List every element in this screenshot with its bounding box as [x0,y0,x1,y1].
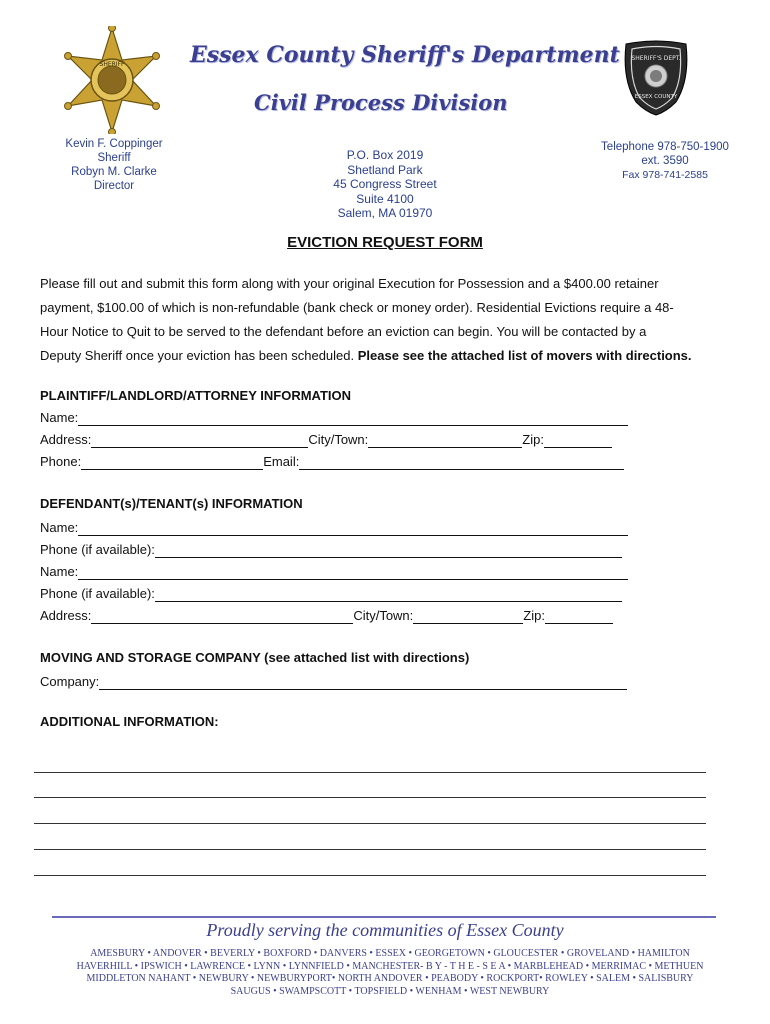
defendant-phone-row [40,540,622,558]
additional-info-line[interactable] [34,797,706,798]
moving-heading: MOVING AND STORAGE COMPANY (see attached list with directions) [40,650,470,665]
additional-info-line[interactable] [34,772,706,773]
fax: Fax 978-741-2585 [622,169,708,181]
company-row [40,672,627,690]
sheriff-name: Kevin F. Coppinger [65,138,163,150]
address-line: P.O. Box 2019 [346,148,424,162]
additional-info-line[interactable] [34,849,706,850]
movers-note: Please see the attached list of movers with directions. [357,348,692,363]
additional-info-line[interactable] [34,875,706,876]
field-label: City/Town: [353,608,414,623]
additional-info-line[interactable] [34,823,706,824]
plaintiff-email-field[interactable] [299,454,624,470]
plaintiff-phone-field[interactable] [81,454,263,470]
defendant-name2-field[interactable] [78,564,628,580]
footer-divider [52,916,716,918]
field-label: Name: [40,564,79,579]
plaintiff-heading: PLAINTIFF/LANDLORD/ATTORNEY INFORMATION [40,388,352,403]
sheriff-star-logo [62,26,162,134]
field-label: Zip: [523,608,545,623]
address-line: Shetland Park [347,162,423,177]
instructions-line: Hour Notice to Quit to be served to the defendant before an eviction can begin. You will be contacted by a [40,324,647,339]
plaintiff-name-row [40,408,628,426]
instructions-line: Please fill out and submit this form along with your original Execution for Possession and a $400.00 retainer [40,276,659,291]
footer-towns [60,948,720,998]
defendant-city-field[interactable] [413,608,523,624]
mailing-address [310,148,460,221]
address-line: Suite 4100 [356,191,414,206]
field-label: Address: [40,432,92,447]
plaintiff-address-row [40,430,612,448]
footer-slogan: Proudly serving the communities of Essex County [206,920,564,940]
address-line: Salem, MA 01970 [337,206,433,220]
defendant-name-field[interactable] [78,520,628,536]
towns-line: SAUGUS • SWAMPSCOTT • TOPSFIELD • WENHAM • WEST NEWBURY [230,985,550,997]
director-title: Director [93,180,135,192]
defendant-zip-field[interactable] [545,608,613,624]
instructions-line: payment, $100.00 of which is non-refundable (bank check or money order). Residential Evictions require a 48- [40,300,674,315]
field-label: Email: [263,454,300,469]
field-label: Phone: [40,454,82,469]
towns-line: HAVERHILL • IPSWICH • LAWRENCE • LYNN • LYNNFIELD • MANCHESTER- B Y - T H E - S E A • MARBLEHEAD • MERRIMAC • METHUEN [76,960,704,972]
defendant-address-row [40,606,613,624]
towns-line: AMESBURY • ANDOVER • BEVERLY • BOXFORD • DANVERS • ESSEX • GEORGETOWN • GLOUCESTER • GROVELAND • HAMILTON [90,948,690,959]
sheriff-badge-logo [620,40,692,116]
plaintiff-zip-field[interactable] [544,432,612,448]
plaintiff-address-field[interactable] [91,432,308,448]
field-label: Phone (if available): [40,586,155,601]
department-title: Essex County Sheriff's Department [190,42,620,68]
field-label: Address: [40,608,92,623]
company-field[interactable] [99,674,627,690]
defendant-phone2-row [40,584,622,602]
staff-block [58,137,170,193]
field-label: Company: [40,674,100,689]
sheriff-title: Sheriff [97,152,131,164]
plaintiff-phone-row [40,452,624,470]
instructions-line: Deputy Sheriff once your eviction has been scheduled. Please see the attached list of movers with directions. [40,348,692,363]
division-title: Civil Process Division [254,90,508,115]
field-label: Name: [40,410,79,425]
director-name: Robyn M. Clarke [71,166,157,178]
defendant-address-field[interactable] [91,608,353,624]
address-line: 45 Congress Street [333,177,437,191]
field-label: Zip: [522,432,544,447]
towns-line: MIDDLETON NAHANT • NEWBURY • NEWBURYPORT• NORTH ANDOVER • PEABODY • ROCKPORT• ROWLEY • SALEM • SALISBURY [86,973,694,984]
defendant-phone2-field[interactable] [155,586,622,602]
contact-block [590,140,740,182]
defendant-phone-field[interactable] [155,542,622,558]
badge-text-top: SHERIFF'S DEPT. [631,55,681,62]
defendant-heading: DEFENDANT(s)/TENANT(s) INFORMATION [40,496,303,511]
form-title: EVICTION REQUEST FORM [287,234,483,251]
telephone-ext: ext. 3590 [641,155,689,167]
instructions-paragraph [40,272,730,368]
field-label: Phone (if available): [40,542,155,557]
field-label: Name: [40,520,79,535]
plaintiff-name-field[interactable] [78,410,628,426]
defendant-name2-row [40,562,628,580]
badge-text-bottom: ESSEX COUNTY [634,94,678,100]
defendant-name-row [40,518,628,536]
telephone: Telephone 978-750-1900 [601,141,729,153]
additional-heading: ADDITIONAL INFORMATION: [40,714,219,729]
plaintiff-city-field[interactable] [368,432,522,448]
field-label: City/Town: [308,432,369,447]
star-text: SHERIFF [99,61,125,68]
